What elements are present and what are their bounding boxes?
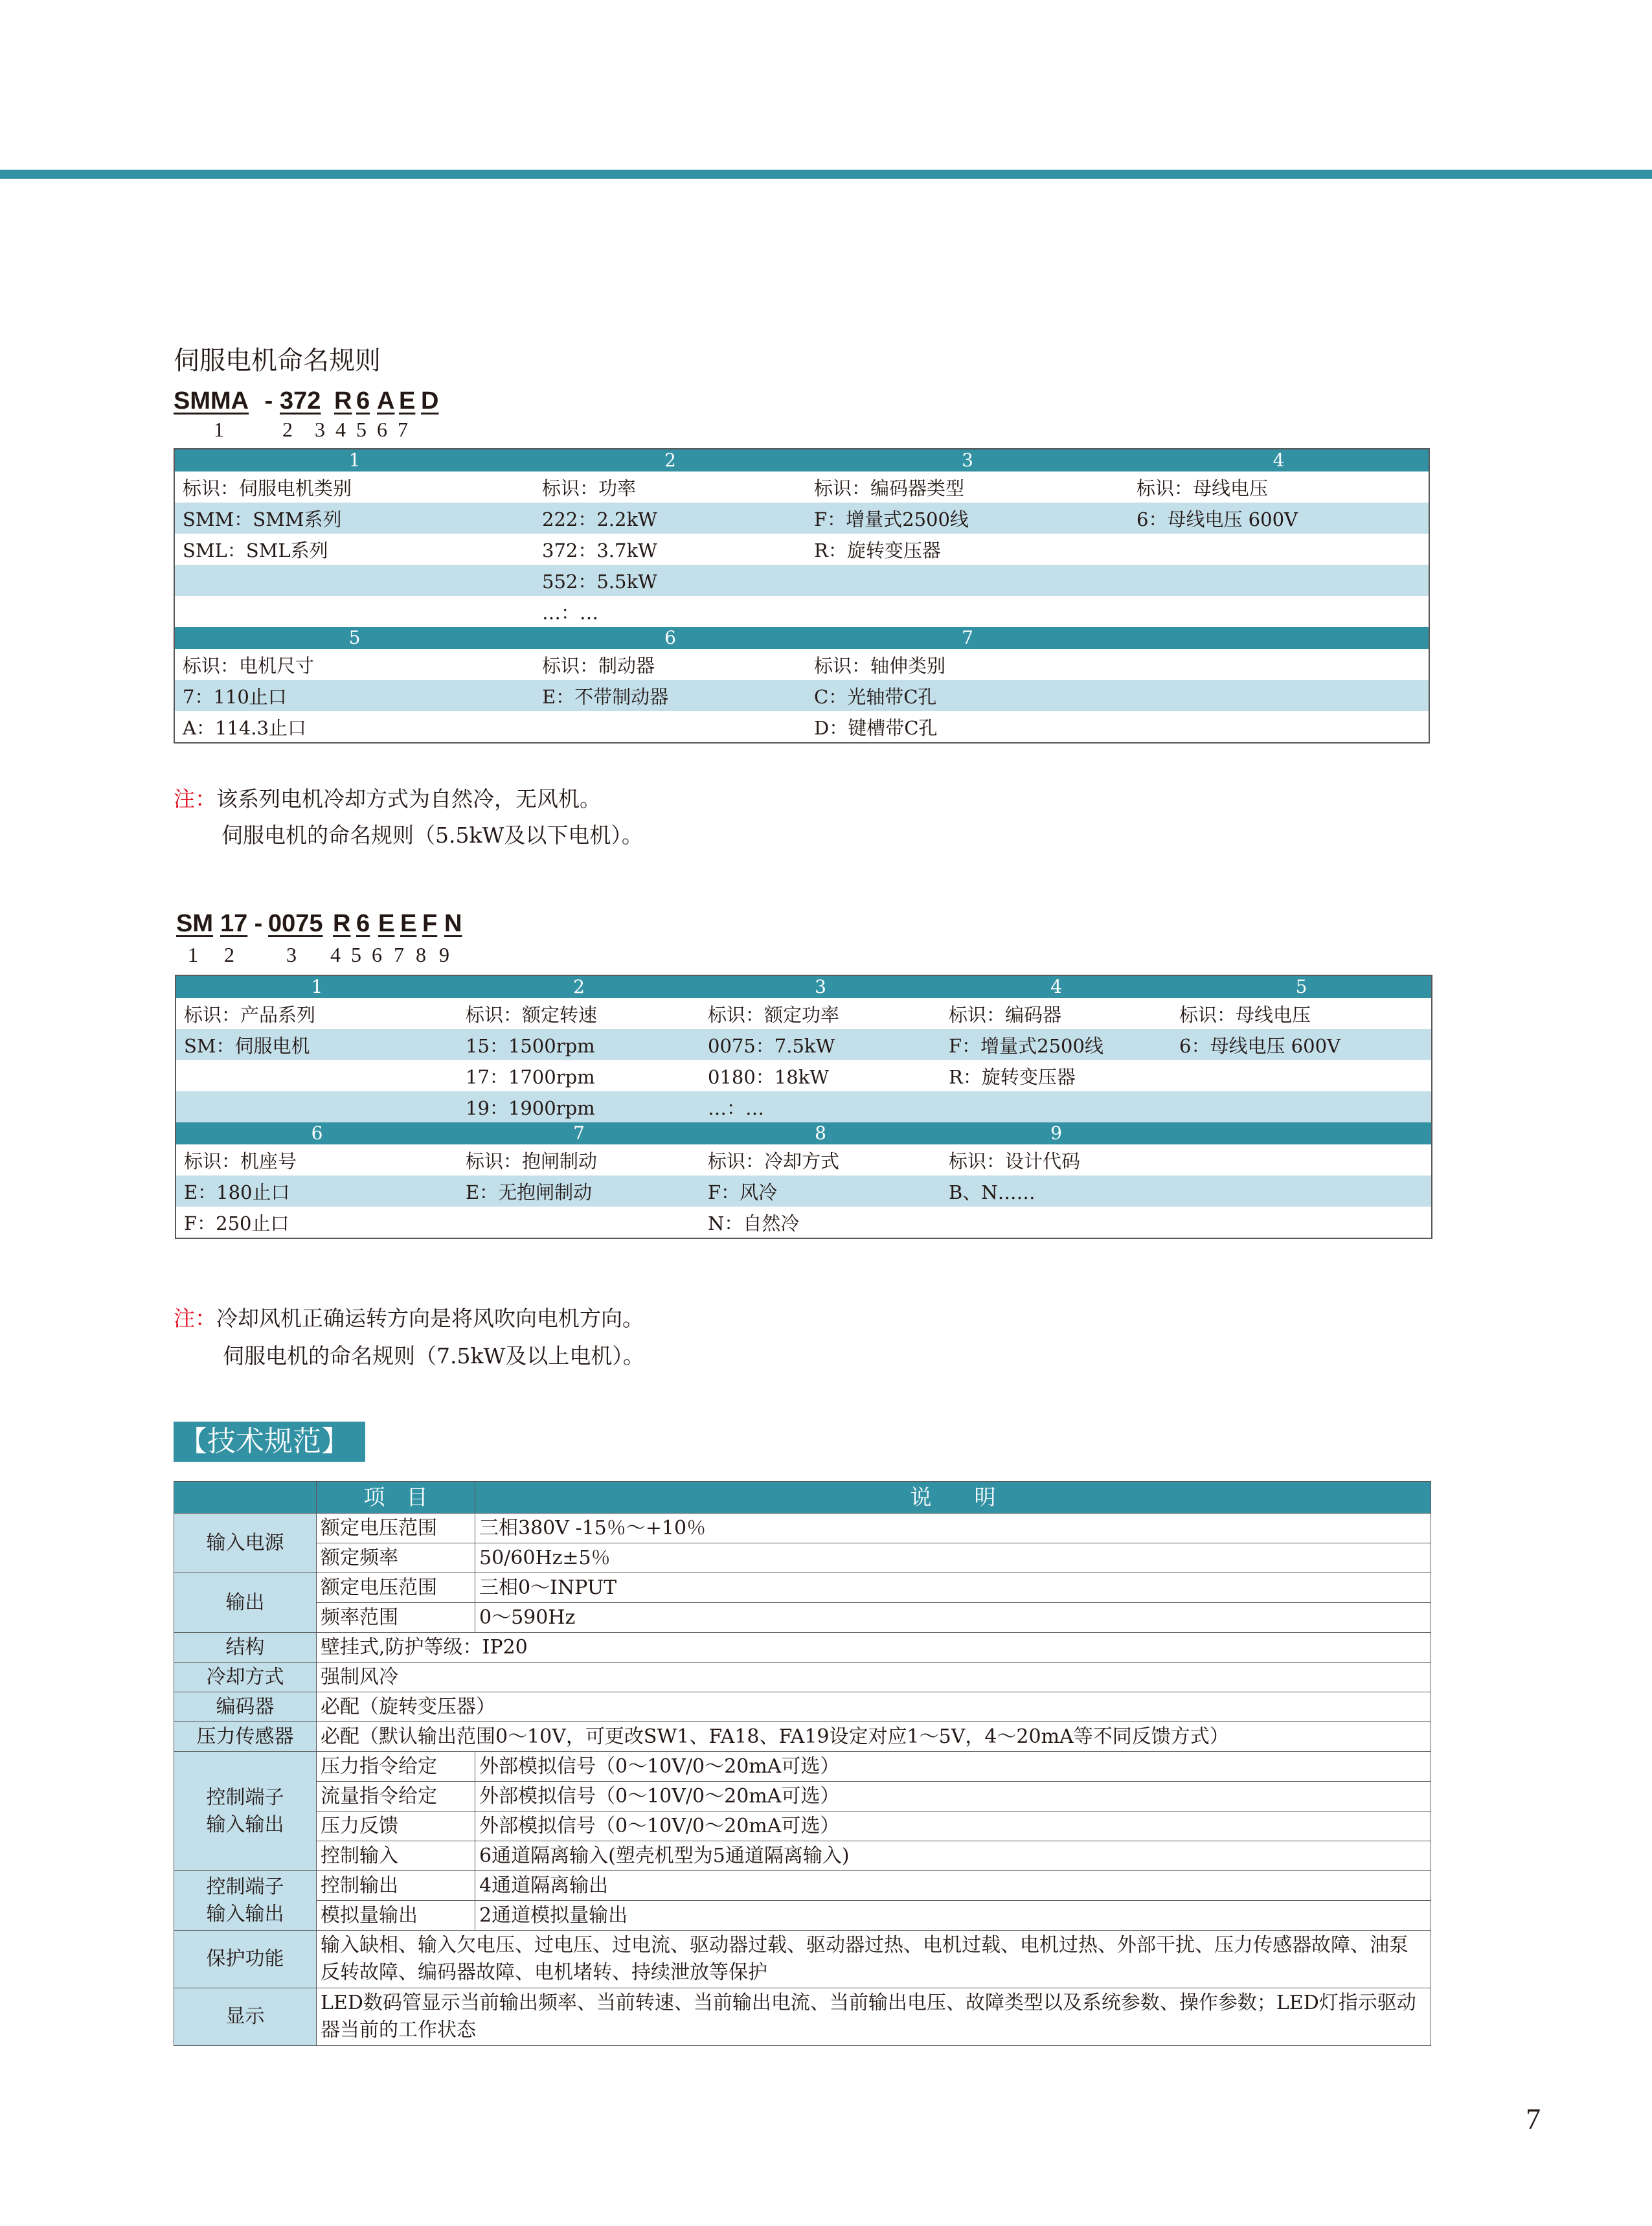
naming-table-2 <box>175 975 1432 1239</box>
table-cell <box>1171 1175 1432 1207</box>
spec-value: LED数码管显示当前输出频率、当前转速、当前输出电流、当前输出电压、故障类型以及系统参数、操作参数；LED灯指示驱动器当前的工作状态 <box>317 1988 1431 2046</box>
table-cell: 0075：7.5kW <box>700 1029 941 1060</box>
table-row <box>175 998 1432 1029</box>
table-cell: N：自然冷 <box>708 1212 800 1234</box>
code-digit: 7 <box>394 943 404 966</box>
spec-category: 输出 <box>174 1573 317 1633</box>
spec-category: 显示 <box>174 1988 317 2046</box>
code-part: E <box>378 910 395 937</box>
table-row <box>175 1175 1432 1207</box>
table-cell <box>1129 627 1429 649</box>
table-row <box>174 449 1429 471</box>
spec-row <box>174 1901 1431 1931</box>
spec-category: 控制端子 输入输出 <box>174 1871 317 1931</box>
table-cell: 1 <box>174 449 534 471</box>
table-row <box>174 503 1429 534</box>
table-cell: …：… <box>700 1091 941 1122</box>
table-cell: 3 <box>700 975 941 998</box>
spec-value: 6通道隔离输入(塑壳机型为5通道隔离输入) <box>475 1841 1431 1871</box>
table-cell: 3 <box>806 449 1129 471</box>
tech-spec-table <box>174 1481 1431 2046</box>
table-cell <box>1129 596 1429 627</box>
table-cell: 5 <box>1171 975 1432 998</box>
table-cell: 标识：母线电压 <box>1137 477 1269 499</box>
table-cell <box>1171 1122 1432 1144</box>
table-row <box>174 471 1429 503</box>
table-row <box>174 534 1429 565</box>
table-cell: 4 <box>1129 449 1429 471</box>
table-cell: …：… <box>542 601 599 624</box>
note-2 <box>174 1302 644 1332</box>
code-digit: 2 <box>282 418 293 441</box>
spec-item: 额定频率 <box>317 1543 475 1573</box>
table-cell: F：增量式2500线 <box>941 1029 1171 1060</box>
table-cell: 19：1900rpm <box>458 1091 700 1122</box>
page-number: 7 <box>1526 2102 1541 2135</box>
table-cell: A：114.3止口 <box>183 716 306 739</box>
table-cell: 2 <box>534 449 806 471</box>
spec-category: 结构 <box>174 1633 317 1663</box>
table-cell: 8 <box>700 1122 941 1144</box>
table-cell: 标识：额定功率 <box>708 1003 840 1026</box>
table-cell <box>806 596 1129 627</box>
table-cell: F：风冷 <box>700 1175 941 1207</box>
table-cell: 552：5.5kW <box>534 565 806 596</box>
code-digit: 1 <box>188 943 198 966</box>
spec-value: 必配（默认输出范围0～10V，可更改SW1、FA18、FA19设定对应1～5V，4～20mA等不同反馈方式） <box>317 1722 1431 1752</box>
spec-row <box>174 1663 1431 1692</box>
spec-row <box>174 1752 1431 1782</box>
model-code-1 <box>174 387 439 415</box>
table-cell: 222：2.2kW <box>534 503 806 534</box>
note-1-line-2: 伺服电机的命名规则（5.5kW及以下电机）。 <box>221 823 643 848</box>
spec-item: 频率范围 <box>317 1603 475 1633</box>
table-cell: 7 <box>458 1122 700 1144</box>
note-text: 冷却风机正确运转方向是将风吹向电机方向。 <box>216 1306 644 1331</box>
table-cell <box>941 1207 1171 1238</box>
table-cell: 标识：抱闸制动 <box>466 1150 598 1172</box>
spec-item: 额定电压范围 <box>317 1514 475 1543</box>
model-code-2-digits <box>174 943 471 969</box>
spec-value: 2通道模拟量输出 <box>475 1901 1431 1931</box>
table-cell: 标识：制动器 <box>542 654 655 677</box>
code-digit: 6 <box>377 418 387 441</box>
spec-category: 冷却方式 <box>174 1663 317 1692</box>
table-cell: 标识：电机尺寸 <box>183 654 315 677</box>
spec-value: 三相0～INPUT <box>475 1573 1431 1603</box>
table-cell <box>175 1060 458 1091</box>
table-cell: 9 <box>941 1122 1171 1144</box>
code-part: 0075 <box>268 910 323 937</box>
table-cell: D：键槽带C孔 <box>814 716 938 739</box>
note-text: 该系列电机冷却方式为自然冷，无风机。 <box>216 786 601 812</box>
table-cell: C：光轴带C孔 <box>806 680 1129 711</box>
table-row <box>174 649 1429 680</box>
table-cell: B、N…… <box>941 1175 1171 1207</box>
code-digit: 6 <box>372 943 382 966</box>
table-cell: F：250止口 <box>184 1212 289 1234</box>
spec-row <box>174 1603 1431 1633</box>
table-row <box>174 680 1429 711</box>
code-digit: 2 <box>224 943 234 966</box>
code-digit: 5 <box>351 943 361 966</box>
spec-value: 外部模拟信号（0～10V/0～20mA可选） <box>475 1811 1431 1841</box>
code-digit: 9 <box>439 943 449 966</box>
header-accent-bar <box>0 170 1652 179</box>
note-label: 注： <box>174 1306 216 1331</box>
code-digit: 3 <box>286 943 297 966</box>
code-part: N <box>444 910 462 937</box>
code-part: 17 <box>220 910 248 937</box>
code-part: R <box>334 387 352 415</box>
spec-value: 壁挂式,防护等级：IP20 <box>317 1633 1431 1663</box>
spec-value: 50/60Hz±5％ <box>475 1543 1431 1573</box>
table-cell: 标识：伺服电机类别 <box>183 477 352 499</box>
code-part: 6 <box>356 387 370 415</box>
table-row <box>175 975 1432 998</box>
table-cell: 2 <box>458 975 700 998</box>
table-cell: E：180止口 <box>175 1175 458 1207</box>
table-cell: 标识：轴伸类别 <box>814 654 946 677</box>
code-digit: 1 <box>214 418 224 441</box>
table-cell: 标识：设计代码 <box>949 1150 1081 1172</box>
table-cell: 15：1500rpm <box>458 1029 700 1060</box>
code-part: D <box>421 387 439 415</box>
spec-row <box>174 1871 1431 1901</box>
spec-row <box>174 1988 1431 2046</box>
spec-item: 流量指令给定 <box>317 1782 475 1811</box>
spec-category: 控制端子 输入输出 <box>174 1752 317 1871</box>
table-cell <box>174 565 534 596</box>
table-cell <box>806 565 1129 596</box>
spec-value: 三相380V -15％～+10％ <box>475 1514 1431 1543</box>
table-cell <box>941 1091 1171 1122</box>
code-part: SM <box>176 910 213 937</box>
code-part: E <box>400 910 417 937</box>
spec-item: 控制输出 <box>317 1871 475 1901</box>
spec-value: 外部模拟信号（0～10V/0～20mA可选） <box>475 1782 1431 1811</box>
spec-item: 控制输入 <box>317 1841 475 1871</box>
table-row <box>175 1144 1432 1175</box>
note-label: 注： <box>174 786 216 812</box>
table-cell <box>175 1091 458 1122</box>
table-cell: 7：110止口 <box>174 680 534 711</box>
spec-row <box>174 1931 1431 1988</box>
table-cell <box>1129 711 1429 743</box>
code-part: 372 <box>280 387 321 415</box>
table-cell: 6：母线电压 600V <box>1171 1029 1432 1060</box>
table-row <box>175 1060 1432 1091</box>
code-digit: 4 <box>330 943 341 966</box>
table-cell: 6 <box>534 627 806 649</box>
spec-row <box>174 1543 1431 1573</box>
table-cell: SML：SML系列 <box>183 539 328 562</box>
table-row <box>174 711 1429 743</box>
table-cell <box>1171 1091 1432 1122</box>
spec-row <box>174 1841 1431 1871</box>
code-part: F <box>422 910 438 937</box>
table-cell <box>1171 1207 1432 1238</box>
table-row <box>174 565 1429 596</box>
table-cell: 372：3.7kW <box>542 539 657 562</box>
spec-value: 输入缺相、输入欠电压、过电压、过电流、驱动器过载、驱动器过热、电机过载、电机过热、外部干扰、压力传感器故障、油泵反转故障、编码器故障、电机堵转、持续泄放等保护 <box>317 1931 1431 1988</box>
model-code-1-digits <box>174 418 433 444</box>
spec-row <box>174 1722 1431 1752</box>
table-cell: 标识：产品系列 <box>184 1003 316 1026</box>
table-row <box>174 627 1429 649</box>
code-digit: 4 <box>335 418 346 441</box>
note-1 <box>174 782 601 813</box>
table-cell <box>1171 1144 1432 1175</box>
table-cell: 标识：母线电压 <box>1179 1003 1311 1026</box>
code-part: - <box>264 387 273 415</box>
code-part: A <box>377 387 395 415</box>
spec-category: 保护功能 <box>174 1931 317 1988</box>
table-cell <box>1129 680 1429 711</box>
code-part: R <box>333 910 351 937</box>
tech-spec-heading: 【技术规范】 <box>174 1422 365 1462</box>
spec-category: 编码器 <box>174 1692 317 1722</box>
table-cell: 标识：额定转速 <box>466 1003 598 1026</box>
table-cell: 标识：编码器 <box>949 1003 1062 1026</box>
spec-header-item: 项 目 <box>317 1482 475 1514</box>
table-cell: 标识：机座号 <box>184 1150 297 1172</box>
spec-row <box>174 1811 1431 1841</box>
spec-item: 压力反馈 <box>317 1811 475 1841</box>
table-cell: 6：母线电压 600V <box>1129 503 1429 534</box>
spec-value: 必配（旋转变压器） <box>317 1692 1431 1722</box>
table-cell: 标识：功率 <box>542 477 637 499</box>
table-row <box>175 1207 1432 1238</box>
table-cell: F：增量式2500线 <box>806 503 1129 534</box>
table-cell: 17：1700rpm <box>466 1065 595 1088</box>
table-cell <box>458 1207 700 1238</box>
table-cell: 6 <box>175 1122 458 1144</box>
page-title: 伺服电机命名规则 <box>174 346 381 376</box>
table-cell: 标识：编码器类型 <box>814 477 965 499</box>
table-cell <box>1129 565 1429 596</box>
table-cell: E：无抱闸制动 <box>458 1175 700 1207</box>
code-digit: 8 <box>416 943 426 966</box>
code-digit: 3 <box>315 418 325 441</box>
table-cell <box>1171 1060 1432 1091</box>
table-cell: R：旋转变压器 <box>814 539 941 562</box>
spec-value: 外部模拟信号（0～10V/0～20mA可选） <box>475 1752 1431 1782</box>
table-cell <box>1129 649 1429 680</box>
spec-category: 输入电源 <box>174 1514 317 1573</box>
spec-header-desc: 说 明 <box>475 1482 1431 1514</box>
table-cell: E：不带制动器 <box>534 680 806 711</box>
code-digit: 7 <box>398 418 408 441</box>
spec-item: 额定电压范围 <box>317 1573 475 1603</box>
table-cell <box>1129 534 1429 565</box>
code-part: E <box>399 387 416 415</box>
table-row <box>174 596 1429 627</box>
table-cell: R：旋转变压器 <box>949 1065 1076 1088</box>
table-cell: SM：伺服电机 <box>175 1029 458 1060</box>
spec-item: 压力指令给定 <box>317 1752 475 1782</box>
code-part: 6 <box>356 910 370 937</box>
table-cell: 4 <box>941 975 1171 998</box>
table-row <box>175 1029 1432 1060</box>
code-part: - <box>254 910 263 937</box>
note-2-line-2: 伺服电机的命名规则（7.5kW及以上电机）。 <box>223 1343 644 1369</box>
spec-row <box>174 1633 1431 1663</box>
table-cell <box>534 711 806 743</box>
table-cell: 7 <box>806 627 1129 649</box>
model-code-2 <box>176 910 462 938</box>
table-cell: 5 <box>174 627 534 649</box>
table-cell: 标识：冷却方式 <box>708 1150 840 1172</box>
spec-value: 0～590Hz <box>475 1603 1431 1633</box>
table-cell <box>174 596 534 627</box>
spec-value: 4通道隔离输出 <box>475 1871 1431 1901</box>
spec-item: 模拟量输出 <box>317 1901 475 1931</box>
naming-table-1 <box>174 448 1430 744</box>
spec-row <box>174 1573 1431 1603</box>
spec-row <box>174 1782 1431 1811</box>
spec-row <box>174 1692 1431 1722</box>
table-cell: SMM：SMM系列 <box>174 503 534 534</box>
spec-value: 强制风冷 <box>317 1663 1431 1692</box>
code-digit: 5 <box>356 418 367 441</box>
code-part: SMMA <box>174 387 249 415</box>
table-cell: 0180：18kW <box>708 1065 830 1088</box>
table-cell: 1 <box>175 975 458 998</box>
spec-category: 压力传感器 <box>174 1722 317 1752</box>
spec-header-row <box>174 1482 1431 1514</box>
table-row <box>175 1122 1432 1144</box>
spec-row <box>174 1514 1431 1543</box>
table-row <box>175 1091 1432 1122</box>
